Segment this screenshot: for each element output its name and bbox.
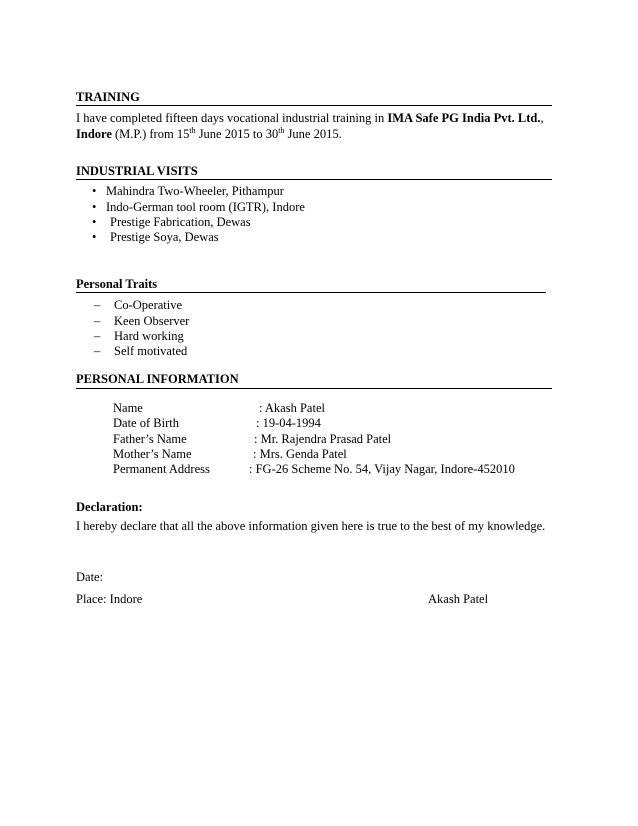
training-text-2c: June 2015.	[284, 127, 342, 141]
visit-label: Mahindra Two-Wheeler, Pithampur	[106, 184, 284, 198]
info-value-name: : Akash Patel	[259, 401, 325, 415]
trait-item	[94, 343, 187, 359]
training-line-2	[76, 126, 342, 142]
visit-label: Prestige Soya, Dewas	[110, 230, 219, 244]
personal-heading: PERSONAL INFORMATION	[76, 372, 239, 386]
bullet-icon: •	[92, 200, 97, 214]
traits-rule	[76, 292, 546, 293]
training-heading: TRAINING	[76, 90, 140, 104]
visits-rule	[76, 179, 552, 180]
info-label-mother: Mother’s Name	[113, 447, 192, 461]
declaration-heading: Declaration:	[76, 500, 143, 514]
training-sup-2: th	[278, 125, 285, 135]
trait-label: Self motivated	[114, 344, 188, 358]
visit-item	[92, 229, 219, 245]
visit-item	[92, 199, 305, 215]
visit-label: Indo-German tool room (IGTR), Indore	[106, 200, 305, 214]
training-sup-1: th	[189, 125, 196, 135]
info-value-mother: : Mrs. Genda Patel	[253, 447, 347, 461]
visit-item	[92, 214, 251, 230]
dash-icon: –	[94, 314, 101, 328]
training-text-1: I have completed fifteen days vocational industrial training in	[76, 111, 388, 125]
info-label-address: Permanent Address	[113, 462, 210, 476]
training-city: Indore	[76, 127, 112, 141]
dash-icon: –	[94, 329, 101, 343]
info-value-address: : FG-26 Scheme No. 54, Vijay Nagar, Indore-452010	[249, 462, 515, 476]
bullet-icon: •	[92, 230, 97, 244]
dash-icon: –	[94, 298, 101, 312]
trait-label: Keen Observer	[114, 314, 190, 328]
visit-item	[92, 183, 284, 199]
info-value-father: : Mr. Rajendra Prasad Patel	[254, 432, 392, 446]
training-text-2b: June 2015 to 30	[195, 127, 279, 141]
bullet-icon: •	[92, 215, 97, 229]
personal-rule	[76, 388, 552, 389]
info-label-dob: Date of Birth	[113, 416, 179, 430]
visits-heading: INDUSTRIAL VISITS	[76, 164, 198, 178]
training-comma: ,	[540, 111, 544, 125]
trait-label: Co-Operative	[114, 298, 183, 312]
place-label: Place: Indore	[76, 592, 143, 606]
dash-icon: –	[94, 344, 101, 358]
traits-heading: Personal Traits	[76, 277, 158, 291]
trait-item	[94, 313, 189, 329]
training-rule	[76, 105, 552, 106]
info-value-dob: : 19-04-1994	[256, 416, 321, 430]
training-company: IMA Safe PG India Pvt. Ltd.	[387, 111, 541, 125]
training-line-1	[76, 110, 544, 126]
declaration-text: I hereby declare that all the above information given here is true to the best of my knowledge.	[76, 519, 546, 533]
trait-item	[94, 328, 184, 344]
trait-item	[94, 297, 182, 313]
date-label: Date:	[76, 570, 104, 584]
training-text-2a: (M.P.) from 15	[111, 127, 190, 141]
info-label-name: Name	[113, 401, 143, 415]
visit-label: Prestige Fabrication, Dewas	[110, 215, 251, 229]
signature-name: Akash Patel	[428, 592, 489, 606]
trait-label: Hard working	[114, 329, 184, 343]
info-label-father: Father’s Name	[113, 432, 187, 446]
bullet-icon: •	[92, 184, 97, 198]
